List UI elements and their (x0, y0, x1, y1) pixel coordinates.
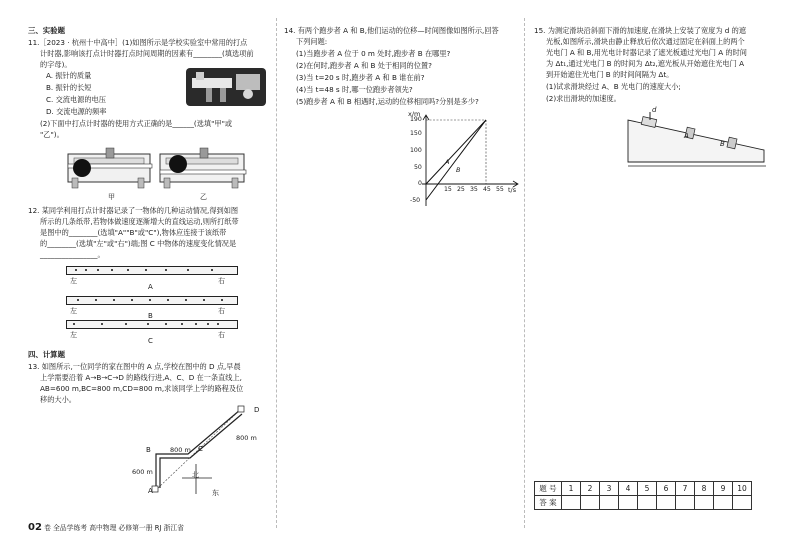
q14-item4: (4)当 t=48 s 时,哪一位跑步者领先? (296, 85, 413, 94)
q13-line3: AB=600 m,BC=800 m,CD=800 m,求该同学上学的路程及位 (40, 384, 244, 393)
tape-c-caption: C (148, 337, 153, 345)
tape-dot (147, 323, 149, 325)
tape-b-right-label: 右 (218, 307, 225, 315)
q12-line5: ________________。 (40, 250, 105, 259)
paper-tape-c (66, 320, 238, 329)
tape-dot (127, 269, 129, 271)
answer-table-row1-label: 题 号 (535, 482, 562, 496)
timer-photo (186, 64, 268, 108)
timer-diagram-yi (158, 144, 248, 190)
tape-dot (167, 299, 169, 301)
answer-table-answer-row (535, 496, 752, 510)
segment-cd-length: 800 m (236, 434, 257, 442)
tape-dot (207, 323, 209, 325)
answer-table-row2-label: 答 案 (535, 496, 562, 510)
graph-x-label: t/s (508, 186, 517, 194)
column-divider-2 (524, 18, 525, 528)
q12-line2: 所示的几条纸带,若物体做速度逐渐增大的直线运动,则所打纸带 (40, 217, 239, 226)
answer-col-8: 8 (695, 482, 714, 496)
tape-dot (217, 323, 219, 325)
answer-cell[interactable] (619, 496, 638, 510)
line-a-label: A (445, 158, 450, 166)
answer-cell[interactable] (676, 496, 695, 510)
tape-a-right-label: 右 (218, 277, 225, 285)
gate-b-label: B (720, 140, 725, 148)
answer-cell[interactable] (733, 496, 752, 510)
q15-line1: 15. 为测定滑块沿斜面下滑的加速度,在滑块上安装了宽度为 d 的遮 (534, 26, 747, 35)
q15-line4: 为 Δt₁,通过光电门 B 的时间为 Δt₂,遮光板从开始遮住光电门 A (546, 59, 745, 68)
q11-option-c: C. 交流电源的电压 (46, 95, 106, 104)
y-tick-100: 100 (410, 147, 422, 154)
tape-dot (211, 269, 213, 271)
segment-bc-length: 800 m (170, 446, 191, 454)
q12-line1: 12. 某同学利用打点计时器记录了一物体的几种运动情况,得到如图 (28, 206, 239, 215)
tape-dot (165, 269, 167, 271)
tape-dot (77, 299, 79, 301)
gate-a-label: A (684, 132, 689, 140)
incline-diagram (624, 106, 770, 168)
graph-y-label: x/m (408, 110, 421, 118)
tape-dot (149, 299, 151, 301)
compass-north-label: 北 (192, 471, 199, 479)
footer-text: 卷 全品学练考 高中物理 必修第一册 RJ 浙江省 (44, 524, 184, 532)
tape-dot (185, 299, 187, 301)
shutter-width-label: d (652, 106, 657, 114)
q14-line2: 下列问题: (296, 37, 328, 46)
q12-line4: 的________(选填"左"或"右")端;图 C 中物体的速度变化情况是 (40, 239, 237, 248)
tape-dot (97, 269, 99, 271)
q15-line2: 光板,如图所示,滑块由静止释放后依次通过固定在斜面上的两个 (546, 37, 745, 46)
segment-ab-length: 600 m (132, 468, 153, 476)
q11-part2-line1: (2)下面中打点计时器的使用方式正确的是______(选填"甲"或 (40, 119, 233, 128)
tape-dot (85, 269, 87, 271)
tape-dot (75, 269, 77, 271)
q11-option-d: D. 交流电源的频率 (46, 107, 107, 116)
tape-dot (195, 323, 197, 325)
y-tick-190: 190 (410, 116, 422, 123)
answer-cell[interactable] (600, 496, 619, 510)
tape-a-caption: A (148, 283, 153, 291)
q11-line2: 计时器,影响该打点计时器打点时间周期的因素有________(填选项前 (40, 49, 254, 58)
tape-dot (131, 299, 133, 301)
x-tick-55: 55 (496, 186, 504, 193)
q14-item5: (5)跑步者 A 和 B 相遇时,运动的位移相同吗?分别是多少? (296, 97, 479, 106)
tape-dot (101, 323, 103, 325)
answer-col-1: 1 (562, 482, 581, 496)
y-tick-150: 150 (410, 130, 422, 137)
tape-dot (181, 323, 183, 325)
q14-item1: (1)当跑步者 A 位于 0 m 处时,跑步者 B 在哪里? (296, 49, 451, 58)
x-t-graph (404, 112, 524, 210)
q15-line3: 光电门 A 和 B,用光电计时器记录了遮光板通过光电门 A 的时间 (546, 48, 747, 57)
page-footer (28, 522, 184, 533)
timer-diagram-jia (66, 144, 154, 190)
q15-question2: (2)求出滑块的加速度。 (546, 94, 621, 103)
tape-dot (111, 269, 113, 271)
answer-col-7: 7 (676, 482, 695, 496)
answer-cell[interactable] (695, 496, 714, 510)
answer-table (534, 481, 752, 510)
answer-col-6: 6 (657, 482, 676, 496)
point-a-label: A (148, 487, 153, 495)
tape-c-right-label: 右 (218, 331, 225, 339)
tape-dot (203, 299, 205, 301)
tape-dot (221, 299, 223, 301)
y-tick-minus50: -50 (410, 197, 421, 204)
answer-col-3: 3 (600, 482, 619, 496)
x-tick-45: 45 (483, 186, 491, 193)
point-d-label: D (254, 406, 260, 414)
q14-line1: 14. 有两个跑步者 A 和 B,他们运动的位移—时间图像如图所示,回答 (284, 26, 499, 35)
tape-dot (145, 269, 147, 271)
answer-cell[interactable] (638, 496, 657, 510)
point-b-label: B (146, 446, 151, 454)
q15-line5: 到开始遮住光电门 B 的时间间隔为 Δt。 (546, 70, 674, 79)
q11-part2-line2: "乙")。 (40, 130, 64, 139)
q13-line4: 移的大小。 (40, 395, 76, 404)
paper-tape-a (66, 266, 238, 275)
q11-option-b: B. 振针的长短 (46, 83, 92, 92)
compass-east-label: 东 (212, 489, 219, 497)
answer-col-2: 2 (581, 482, 600, 496)
y-tick-0: 0 (418, 180, 422, 187)
answer-cell[interactable] (581, 496, 600, 510)
answer-col-5: 5 (638, 482, 657, 496)
caption-jia: 甲 (108, 193, 115, 201)
q14-item3: (3)当 t=20 s 时,跑步者 A 和 B 谁在前? (296, 73, 425, 82)
x-tick-25: 25 (457, 186, 465, 193)
y-tick-50: 50 (414, 164, 422, 171)
q12-line3: 是图中的________(选填"A""B"或"C"),物体应连接于该纸带 (40, 228, 227, 237)
line-b-label: B (456, 166, 461, 174)
tape-b-caption: B (148, 312, 153, 320)
section4-title: 四、计算题 (28, 350, 65, 359)
q11-line1: 11.［2023 · 杭州十中高中］(1)如图所示是学校实验室中常用的打点 (28, 38, 248, 47)
q13-line2: 上学需要沿着 A→B→C→D 的路线行进,A、C、D 在一条直线上, (40, 373, 242, 382)
line-a (426, 120, 486, 184)
point-c-label: C (198, 445, 203, 453)
x-tick-35: 35 (470, 186, 478, 193)
paper-tape-b (66, 296, 238, 305)
q14-item2: (2)在何时,跑步者 A 和 B 处于相同的位置? (296, 61, 432, 70)
answer-cell[interactable] (562, 496, 581, 510)
page-number: 02 (28, 522, 42, 533)
tape-dot (125, 323, 127, 325)
q11-line3: 的字母)。 (40, 60, 72, 69)
q13-line1: 13. 如图所示,一位同学的家在图中的 A 点,学校在图中的 D 点,早晨 (28, 362, 241, 371)
tape-a-left-label: 左 (70, 277, 77, 285)
answer-cell[interactable] (657, 496, 676, 510)
section3-title: 三、实验题 (28, 26, 65, 35)
tape-b-left-label: 左 (70, 307, 77, 315)
tape-dot (187, 269, 189, 271)
tape-dot (95, 299, 97, 301)
x-tick-15: 15 (444, 186, 452, 193)
tape-dot (113, 299, 115, 301)
answer-cell[interactable] (714, 496, 733, 510)
q11-option-a: A. 振针的质量 (46, 71, 92, 80)
tape-c-left-label: 左 (70, 331, 77, 339)
q15-question1: (1)试求滑块经过 A、B 光电门的速度大小; (546, 82, 681, 91)
tape-dot (165, 323, 167, 325)
answer-col-9: 9 (714, 482, 733, 496)
tape-dot (73, 323, 75, 325)
answer-col-10: 10 (733, 482, 752, 496)
caption-yi: 乙 (200, 193, 207, 201)
answer-table-header-row (535, 482, 752, 496)
column-divider-1 (276, 18, 277, 528)
answer-col-4: 4 (619, 482, 638, 496)
